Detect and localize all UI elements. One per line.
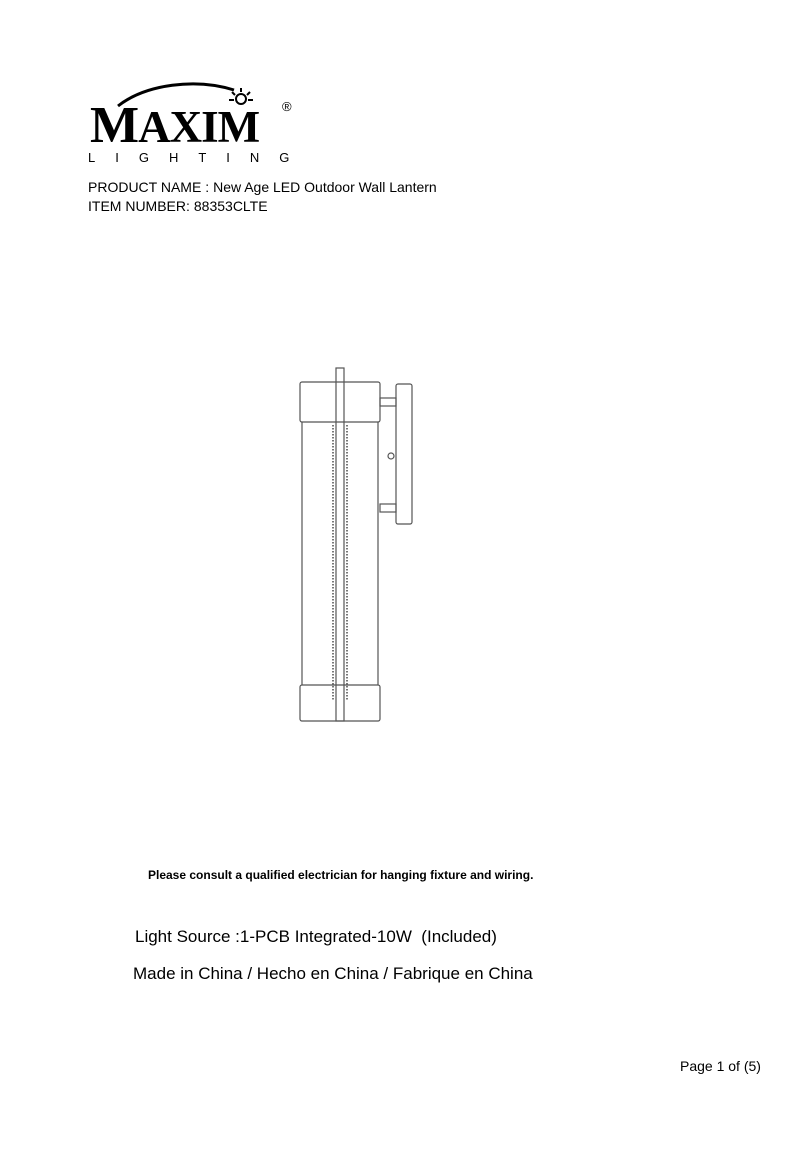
product-name-line — [88, 178, 437, 197]
made-in-text: Made in China / Hecho en China / Fabrique en China — [133, 964, 533, 983]
item-number-line — [88, 197, 268, 216]
electrician-warning: Please consult a qualified electrician for hanging fixture and wiring. — [148, 868, 534, 882]
wall-lantern-line-drawing — [290, 360, 420, 730]
item-number-label: ITEM NUMBER: — [88, 198, 190, 214]
light-source-text: Light Source :1-PCB Integrated-10W (Included) — [135, 927, 497, 946]
logo-wordmark: MAXIM — [90, 97, 260, 154]
registered-mark: ® — [282, 99, 292, 114]
logo-subtitle: LIGHTING — [88, 150, 310, 165]
item-number-value: 88353CLTE — [193, 198, 268, 214]
brand-logo — [86, 78, 310, 170]
product-name-value: New Age LED Outdoor Wall Lantern — [213, 179, 437, 195]
product-name-label: PRODUCT NAME : — [88, 179, 210, 195]
page-number: Page 1 of (5) — [680, 1058, 761, 1074]
